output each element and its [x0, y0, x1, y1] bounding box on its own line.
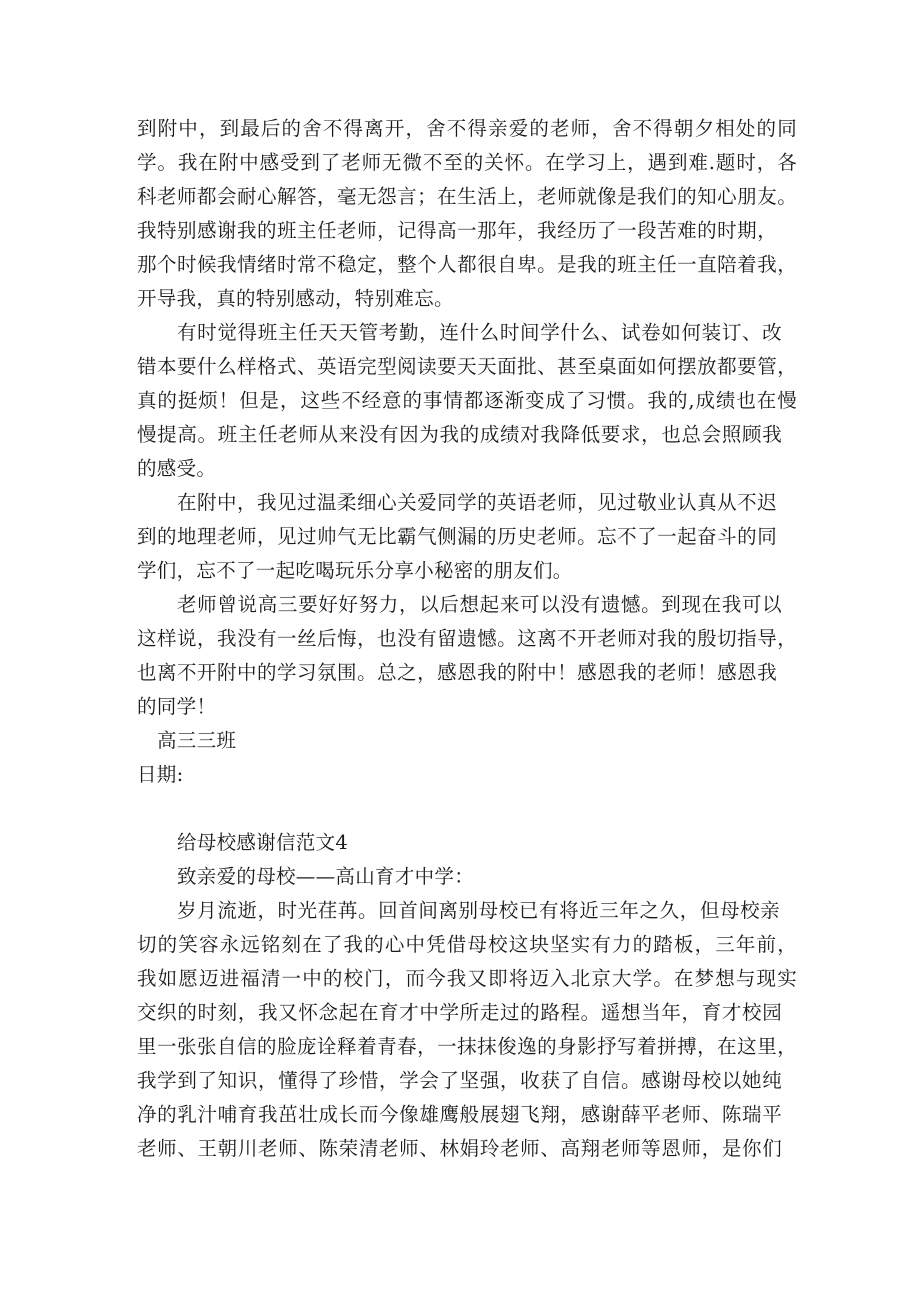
paragraph-line: 的感受。: [137, 457, 217, 480]
paragraph-line: 的同学！: [137, 695, 217, 718]
paragraph-line: 我学到了知识，懂得了珍惜，学会了坚强，收获了自信。感谢母校以她纯: [137, 1069, 782, 1092]
paragraph-line: 在附中，我见过温柔细心关爱同学的英语老师，见过敬业认真从不迟: [177, 491, 777, 514]
date-label: 日期:: [137, 763, 184, 786]
paragraph-line: 真的挺烦！但是，这些不经意的事情都逐渐变成了习惯。我的,成绩也在慢: [137, 389, 797, 412]
paragraph-line: 也离不开附中的学习氛围。总之，感恩我的附中！感恩我的老师！感恩我: [137, 661, 777, 684]
paragraph-line: 里一张张自信的脸庞诠释着青春，一抹抹俊逸的身影抒写着拼搏，在这里，: [137, 1035, 797, 1058]
paragraph-line: 岁月流逝，时光荏苒。回首间离别母校已有将近三年之久，但母校亲: [177, 899, 780, 922]
class-signature: 高三三班: [157, 729, 237, 752]
letter-title: 给母校感谢信范文4: [177, 831, 349, 854]
paragraph-line: 切的笑容永远铭刻在了我的心中凭借母校这块坚实有力的踏板，三年前，: [137, 933, 797, 956]
paragraph-line: 净的乳汁哺育我茁壮成长而今像雄鹰般展翅飞翔，感谢薛平老师、陈瑞平: [137, 1103, 782, 1126]
paragraph-line: 这样说，我没有一丝后悔，也没有留遗憾。这离不开老师对我的殷切指导，: [137, 627, 797, 650]
paragraph-line: 那个时候我情绪时常不稳定，整个人都很自卑。是我的班主任一直陪着我，: [137, 253, 797, 276]
paragraph-line: 有时觉得班主任天天管考勤，连什么时间学什么、试卷如何装订、改: [177, 321, 782, 344]
paragraph-line: 老师曾说高三要好好努力，以后想起来可以没有遗憾。到现在我可以: [177, 593, 782, 616]
paragraph-line: 学。我在附中感受到了老师无微不至的关怀。在学习上，遇到难.题时，各: [137, 151, 797, 174]
paragraph-line: 我特别感谢我的班主任老师，记得高一那年，我经历了一段苦难的时期，: [137, 219, 777, 242]
paragraph-line: 学们，忘不了一起吃喝玩乐分享小秘密的朋友们。: [137, 559, 573, 582]
paragraph-line: 到的地理老师，见过帅气无比霸气侧漏的历史老师。忘不了一起奋斗的同: [137, 525, 777, 548]
paragraph-line: 科老师都会耐心解答，毫无怨言；在生活上，老师就像是我们的知心朋友。: [137, 185, 797, 208]
paragraph-line: 老师、王朝川老师、陈荣清老师、林娟玲老师、高翔老师等恩师，是你们: [137, 1137, 782, 1160]
paragraph-line: 到附中，到最后的舍不得离开，舍不得亲爱的老师，舍不得朝夕相处的同: [137, 117, 797, 140]
paragraph-line: 交织的时刻，我又怀念起在育才中学所走过的路程。遥想当年，育才校园: [137, 1001, 782, 1024]
paragraph-line: 开导我，真的特别感动，特别难忘。: [137, 287, 454, 310]
paragraph-line: 慢提高。班主任老师从来没有因为我的成绩对我降低要求，也总会照顾我: [137, 423, 782, 446]
paragraph-line: 错本要什么样格式、英语完型阅读要天天面批、甚至桌面如何摆放都要管，: [137, 355, 797, 378]
letter-salutation: 致亲爱的母校——高山育才中学：: [177, 865, 474, 888]
paragraph-line: 我如愿迈进福清一中的校门，而今我又即将迈入北京大学。在梦想与现实: [137, 967, 797, 990]
